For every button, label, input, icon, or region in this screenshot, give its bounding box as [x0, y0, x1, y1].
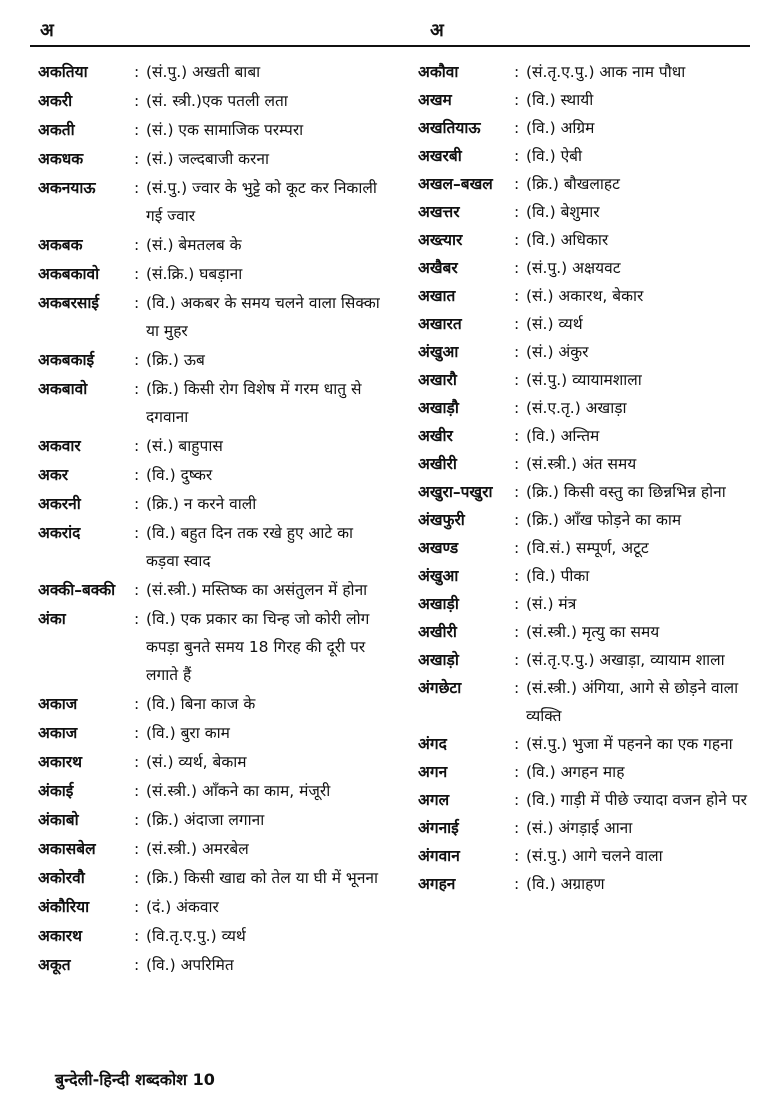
dictionary-entry [38, 87, 383, 115]
entry-definition: (वि.तृ.ए.पु.) व्यर्थ [146, 927, 246, 945]
entry-definition: (क्रि.) न करने वाली [146, 495, 257, 513]
entry-definition: (वि.) बिना काज के [146, 695, 256, 713]
entry-separator: : [134, 92, 140, 110]
entry-definition: (सं.ए.तृ.) अखाड़ा [526, 399, 627, 417]
entry-word: अकरांद [38, 524, 81, 542]
entry-separator: : [514, 819, 520, 837]
page-footer [55, 1068, 215, 1090]
dictionary-entry [38, 777, 383, 805]
entry-word: अखाड़ौ [418, 399, 459, 417]
entry-separator: : [134, 63, 140, 81]
entry-separator: : [134, 811, 140, 829]
entry-word: अखीरी [418, 623, 457, 641]
dictionary-entry [38, 461, 383, 489]
entry-definition: (वि.) गाड़ी में पीछे ज्यादा वजन होने पर [526, 791, 747, 809]
entry-definition: (वि.) अग्रिम [526, 119, 595, 137]
entry-definition: (सं.स्त्री.) आँकने का काम, मंजूरी [146, 782, 331, 800]
entry-separator: : [134, 495, 140, 513]
entry-definition: (वि.) अगहन माह [526, 763, 625, 781]
entry-word: अकासबेल [38, 840, 96, 858]
entry-definition: (सं.) व्यर्थ, बेकाम [146, 753, 247, 771]
dictionary-entry [418, 814, 758, 842]
dictionary-entry [38, 748, 383, 776]
entry-word: अकूत [38, 956, 71, 974]
entry-separator: : [134, 898, 140, 916]
right-column [418, 58, 758, 898]
entry-definition: (सं.पु.) ज्वार के भुट्टे को कूट कर निकाली गई ज्वार [146, 179, 377, 225]
dictionary-entry [418, 310, 758, 338]
entry-separator: : [134, 782, 140, 800]
entry-definition: (सं.स्त्री.) अमरबेल [146, 840, 249, 858]
entry-separator: : [514, 847, 520, 865]
dictionary-entry [418, 674, 758, 730]
entry-separator: : [514, 791, 520, 809]
dictionary-entry [418, 450, 758, 478]
entry-definition: (क्रि.) बौखलाहट [526, 175, 620, 193]
entry-separator: : [514, 399, 520, 417]
entry-definition: (सं.) अकारथ, बेकार [526, 287, 644, 305]
entry-definition: (क्रि.) आँख फोड़ने का काम [526, 511, 682, 529]
entry-separator: : [134, 179, 140, 197]
dictionary-entry [418, 366, 758, 394]
entry-word: अगन [418, 763, 448, 781]
entry-definition: (सं.तृ.ए.पु.) आक नाम पौधा [526, 63, 686, 81]
dictionary-entry [38, 719, 383, 747]
entry-separator: : [134, 294, 140, 312]
dictionary-entry [418, 58, 758, 86]
entry-definition: (सं.) एक सामाजिक परम्परा [146, 121, 304, 139]
dictionary-entry [418, 786, 758, 814]
dictionary-entry [38, 864, 383, 892]
dictionary-entry [38, 605, 383, 689]
entry-separator: : [134, 581, 140, 599]
entry-definition: (वि.) अन्तिम [526, 427, 600, 445]
dictionary-entry [38, 260, 383, 288]
entry-word: अंखफुरी [418, 511, 465, 529]
entry-separator: : [514, 315, 520, 333]
dictionary-entry [418, 254, 758, 282]
dictionary-entry [38, 346, 383, 374]
entry-separator: : [514, 287, 520, 305]
entry-word: अखीरी [418, 455, 457, 473]
dictionary-entry [418, 758, 758, 786]
entry-separator: : [514, 147, 520, 165]
entry-definition: (सं.) अंगड़ाई आना [526, 819, 633, 837]
entry-separator: : [514, 455, 520, 473]
entry-separator: : [514, 427, 520, 445]
footer-title: बुन्देली-हिन्दी शब्दकोश [55, 1070, 188, 1089]
entry-word: अकबरसाई [38, 294, 100, 312]
entry-definition: (वि.) बहुत दिन तक रखे हुए आटे का कड़वा स्वाद [146, 524, 354, 570]
entry-separator: : [514, 511, 520, 529]
entry-word: अकबावो [38, 380, 88, 398]
dictionary-entry [38, 835, 383, 863]
entry-definition: (सं.पु.) आगे चलने वाला [526, 847, 663, 865]
entry-word: अगल [418, 791, 450, 809]
entry-separator: : [134, 956, 140, 974]
entry-word: अकोरवौ [38, 869, 85, 887]
entry-separator: : [134, 524, 140, 542]
entry-word: अंकाबो [38, 811, 79, 829]
entry-separator: : [514, 63, 520, 81]
entry-definition: (वि.) स्थायी [526, 91, 594, 109]
header-rule [30, 45, 750, 47]
entry-definition: (क्रि.) किसी वस्तु का छिन्नभिन्न होना [526, 483, 726, 501]
entry-word: अखरबी [418, 147, 462, 165]
entry-definition: (सं. स्त्री.)एक पतली लता [146, 92, 288, 110]
entry-separator: : [514, 371, 520, 389]
entry-definition: (वि.) अधिकार [526, 231, 609, 249]
dictionary-entry [38, 432, 383, 460]
dictionary-entry [38, 289, 383, 345]
entry-word: अंखुआ [418, 567, 459, 585]
entry-separator: : [134, 724, 140, 742]
entry-word: अगहन [418, 875, 456, 893]
entry-definition: (क्रि.) ऊब [146, 351, 205, 369]
entry-definition: (सं.पु.) अखती बाबा [146, 63, 261, 81]
dictionary-entry [38, 690, 383, 718]
entry-definition: (वि.) अकबर के समय चलने वाला सिक्का या मुहर [146, 294, 380, 340]
entry-definition: (वि.) बुरा काम [146, 724, 230, 742]
entry-word: अंगद [418, 735, 447, 753]
header-letter-right: अ [430, 20, 444, 41]
entry-separator: : [134, 753, 140, 771]
dictionary-entry [418, 842, 758, 870]
entry-word: अंगनाई [418, 819, 459, 837]
entry-word: अकाज [38, 724, 78, 742]
entry-separator: : [134, 150, 140, 168]
left-column [38, 58, 383, 980]
entry-separator: : [514, 567, 520, 585]
entry-word: अकौवा [418, 63, 459, 81]
entry-definition: (वि.) एक प्रकार का चिन्ह जो कोरी लोग कपड़ा बुनते समय 18 गिरह की दूरी पर लगाते हैं [146, 610, 370, 684]
dictionary-entry [418, 226, 758, 254]
entry-definition: (वि.) ऐबी [526, 147, 583, 165]
entry-word: अकती [38, 121, 75, 139]
entry-separator: : [134, 840, 140, 858]
entry-word: अकधक [38, 150, 84, 168]
entry-definition: (वि.) अग्राहण [526, 875, 605, 893]
entry-separator: : [514, 203, 520, 221]
entry-definition: (सं.स्त्री.) अंगिया, आगे से छोड़ने वाला व्यक्ति [526, 679, 739, 725]
entry-definition: (सं.स्त्री.) अंत समय [526, 455, 637, 473]
entry-word: अकरी [38, 92, 73, 110]
entry-word: अकर [38, 466, 69, 484]
entry-word: अकनयाऊ [38, 179, 96, 197]
entry-definition: (सं.पु.) अक्षयवट [526, 259, 621, 277]
entry-separator: : [134, 466, 140, 484]
header-letter-left: अ [40, 20, 54, 41]
dictionary-entry [38, 893, 383, 921]
entry-definition: (सं.स्त्री.) मृत्यु का समय [526, 623, 660, 641]
entry-definition: (सं.स्त्री.) मस्तिष्क का असंतुलन में होना [146, 581, 368, 599]
dictionary-entry [418, 422, 758, 450]
dictionary-entry [418, 590, 758, 618]
dictionary-entry [38, 58, 383, 86]
dictionary-entry [418, 198, 758, 226]
entry-separator: : [134, 869, 140, 887]
dictionary-entry [418, 394, 758, 422]
entry-separator: : [134, 610, 140, 628]
entry-separator: : [514, 735, 520, 753]
entry-word: अखत्तर [418, 203, 460, 221]
entry-definition: (सं.) बाहुपास [146, 437, 223, 455]
dictionary-entry [38, 116, 383, 144]
entry-word: अकबकावो [38, 265, 100, 283]
dictionary-entry [418, 142, 758, 170]
dictionary-entry [38, 519, 383, 575]
entry-separator: : [514, 119, 520, 137]
entry-word: अकबकाई [38, 351, 95, 369]
dictionary-entry [418, 86, 758, 114]
entry-definition: (वि.सं.) सम्पूर्ण, अटूट [526, 539, 649, 557]
dictionary-entry [38, 490, 383, 518]
entry-word: अखात [418, 287, 456, 305]
entry-word: अकतिया [38, 63, 88, 81]
entry-word: अखैबर [418, 259, 458, 277]
entry-word: अखाड़ी [418, 595, 459, 613]
entry-word: अंखुआ [418, 343, 459, 361]
entry-word: अंगछेटा [418, 679, 462, 697]
entry-word: अखीर [418, 427, 453, 445]
entry-separator: : [514, 763, 520, 781]
entry-separator: : [514, 679, 520, 697]
dictionary-entry [418, 338, 758, 366]
entry-definition: (सं.तृ.ए.पु.) अखाड़ा, व्यायाम शाला [526, 651, 725, 669]
entry-separator: : [134, 695, 140, 713]
entry-word: अकवार [38, 437, 81, 455]
entry-definition: (दं.) अंकवार [146, 898, 219, 916]
entry-word: अख्त्यार [418, 231, 463, 249]
dictionary-entry [418, 114, 758, 142]
dictionary-entry [38, 951, 383, 979]
entry-separator: : [514, 231, 520, 249]
entry-word: अखम [418, 91, 452, 109]
dictionary-entry [418, 646, 758, 674]
entry-word: अखारौ [418, 371, 457, 389]
entry-definition: (सं.) व्यर्थ [526, 315, 583, 333]
entry-definition: (क्रि.) किसी रोग विशेष में गरम धातु से दगवाना [146, 380, 362, 426]
entry-word: अखल–बखल [418, 175, 493, 193]
dictionary-entry [418, 170, 758, 198]
dictionary-entry [418, 618, 758, 646]
dictionary-entry [418, 534, 758, 562]
dictionary-entry [38, 576, 383, 604]
entry-word: अकबक [38, 236, 83, 254]
entry-separator: : [514, 875, 520, 893]
entry-definition: (क्रि.) अंदाजा लगाना [146, 811, 265, 829]
entry-definition: (सं.पु.) व्यायामशाला [526, 371, 642, 389]
entry-definition: (क्रि.) किसी खाद्य को तेल या घी में भूनना [146, 869, 379, 887]
entry-word: अखण्ड [418, 539, 459, 557]
dictionary-entry [38, 922, 383, 950]
entry-definition: (वि.) अपरिमित [146, 956, 234, 974]
entry-definition: (सं.) जल्दबाजी करना [146, 150, 270, 168]
entry-separator: : [134, 236, 140, 254]
entry-definition: (वि.) पीका [526, 567, 590, 585]
entry-separator: : [514, 259, 520, 277]
entry-word: अंगवान [418, 847, 460, 865]
dictionary-entry [38, 231, 383, 259]
entry-separator: : [514, 343, 520, 361]
entry-word: अकाज [38, 695, 78, 713]
entry-definition: (वि.) दुष्कर [146, 466, 213, 484]
entry-word: अक्की–बक्की [38, 581, 116, 599]
footer-page-number: 10 [192, 1070, 215, 1089]
dictionary-entry [38, 375, 383, 431]
entry-word: अखाड़ो [418, 651, 459, 669]
entry-word: अकरनी [38, 495, 81, 513]
entry-definition: (सं.) अंकुर [526, 343, 589, 361]
entry-separator: : [134, 927, 140, 945]
entry-definition: (सं.) मंत्र [526, 595, 577, 613]
dictionary-entry [418, 478, 758, 506]
entry-separator: : [134, 380, 140, 398]
entry-word: अखुरा–पखुरा [418, 483, 493, 501]
entry-separator: : [134, 121, 140, 139]
entry-definition: (सं.क्रि.) घबड़ाना [146, 265, 243, 283]
entry-separator: : [134, 437, 140, 455]
entry-separator: : [514, 483, 520, 501]
entry-separator: : [514, 623, 520, 641]
entry-word: अखतियाऊ [418, 119, 481, 137]
dictionary-entry [418, 730, 758, 758]
entry-separator: : [514, 91, 520, 109]
dictionary-entry [418, 562, 758, 590]
entry-word: अंकाई [38, 782, 74, 800]
dictionary-entry [418, 870, 758, 898]
entry-separator: : [514, 651, 520, 669]
entry-definition: (सं.पु.) भुजा में पहनने का एक गहना [526, 735, 733, 753]
entry-definition: (सं.) बेमतलब के [146, 236, 242, 254]
entry-separator: : [514, 175, 520, 193]
entry-definition: (वि.) बेशुमार [526, 203, 600, 221]
dictionary-entry [38, 806, 383, 834]
entry-separator: : [514, 539, 520, 557]
entry-word: अकारथ [38, 927, 83, 945]
entry-word: अकारथ [38, 753, 83, 771]
entry-separator: : [514, 595, 520, 613]
dictionary-entry [38, 174, 383, 230]
dictionary-entry [418, 282, 758, 310]
entry-word: अंका [38, 610, 66, 628]
entry-word: अंकौरिया [38, 898, 90, 916]
entry-separator: : [134, 351, 140, 369]
entry-separator: : [134, 265, 140, 283]
entry-word: अखारत [418, 315, 462, 333]
dictionary-entry [38, 145, 383, 173]
dictionary-entry [418, 506, 758, 534]
